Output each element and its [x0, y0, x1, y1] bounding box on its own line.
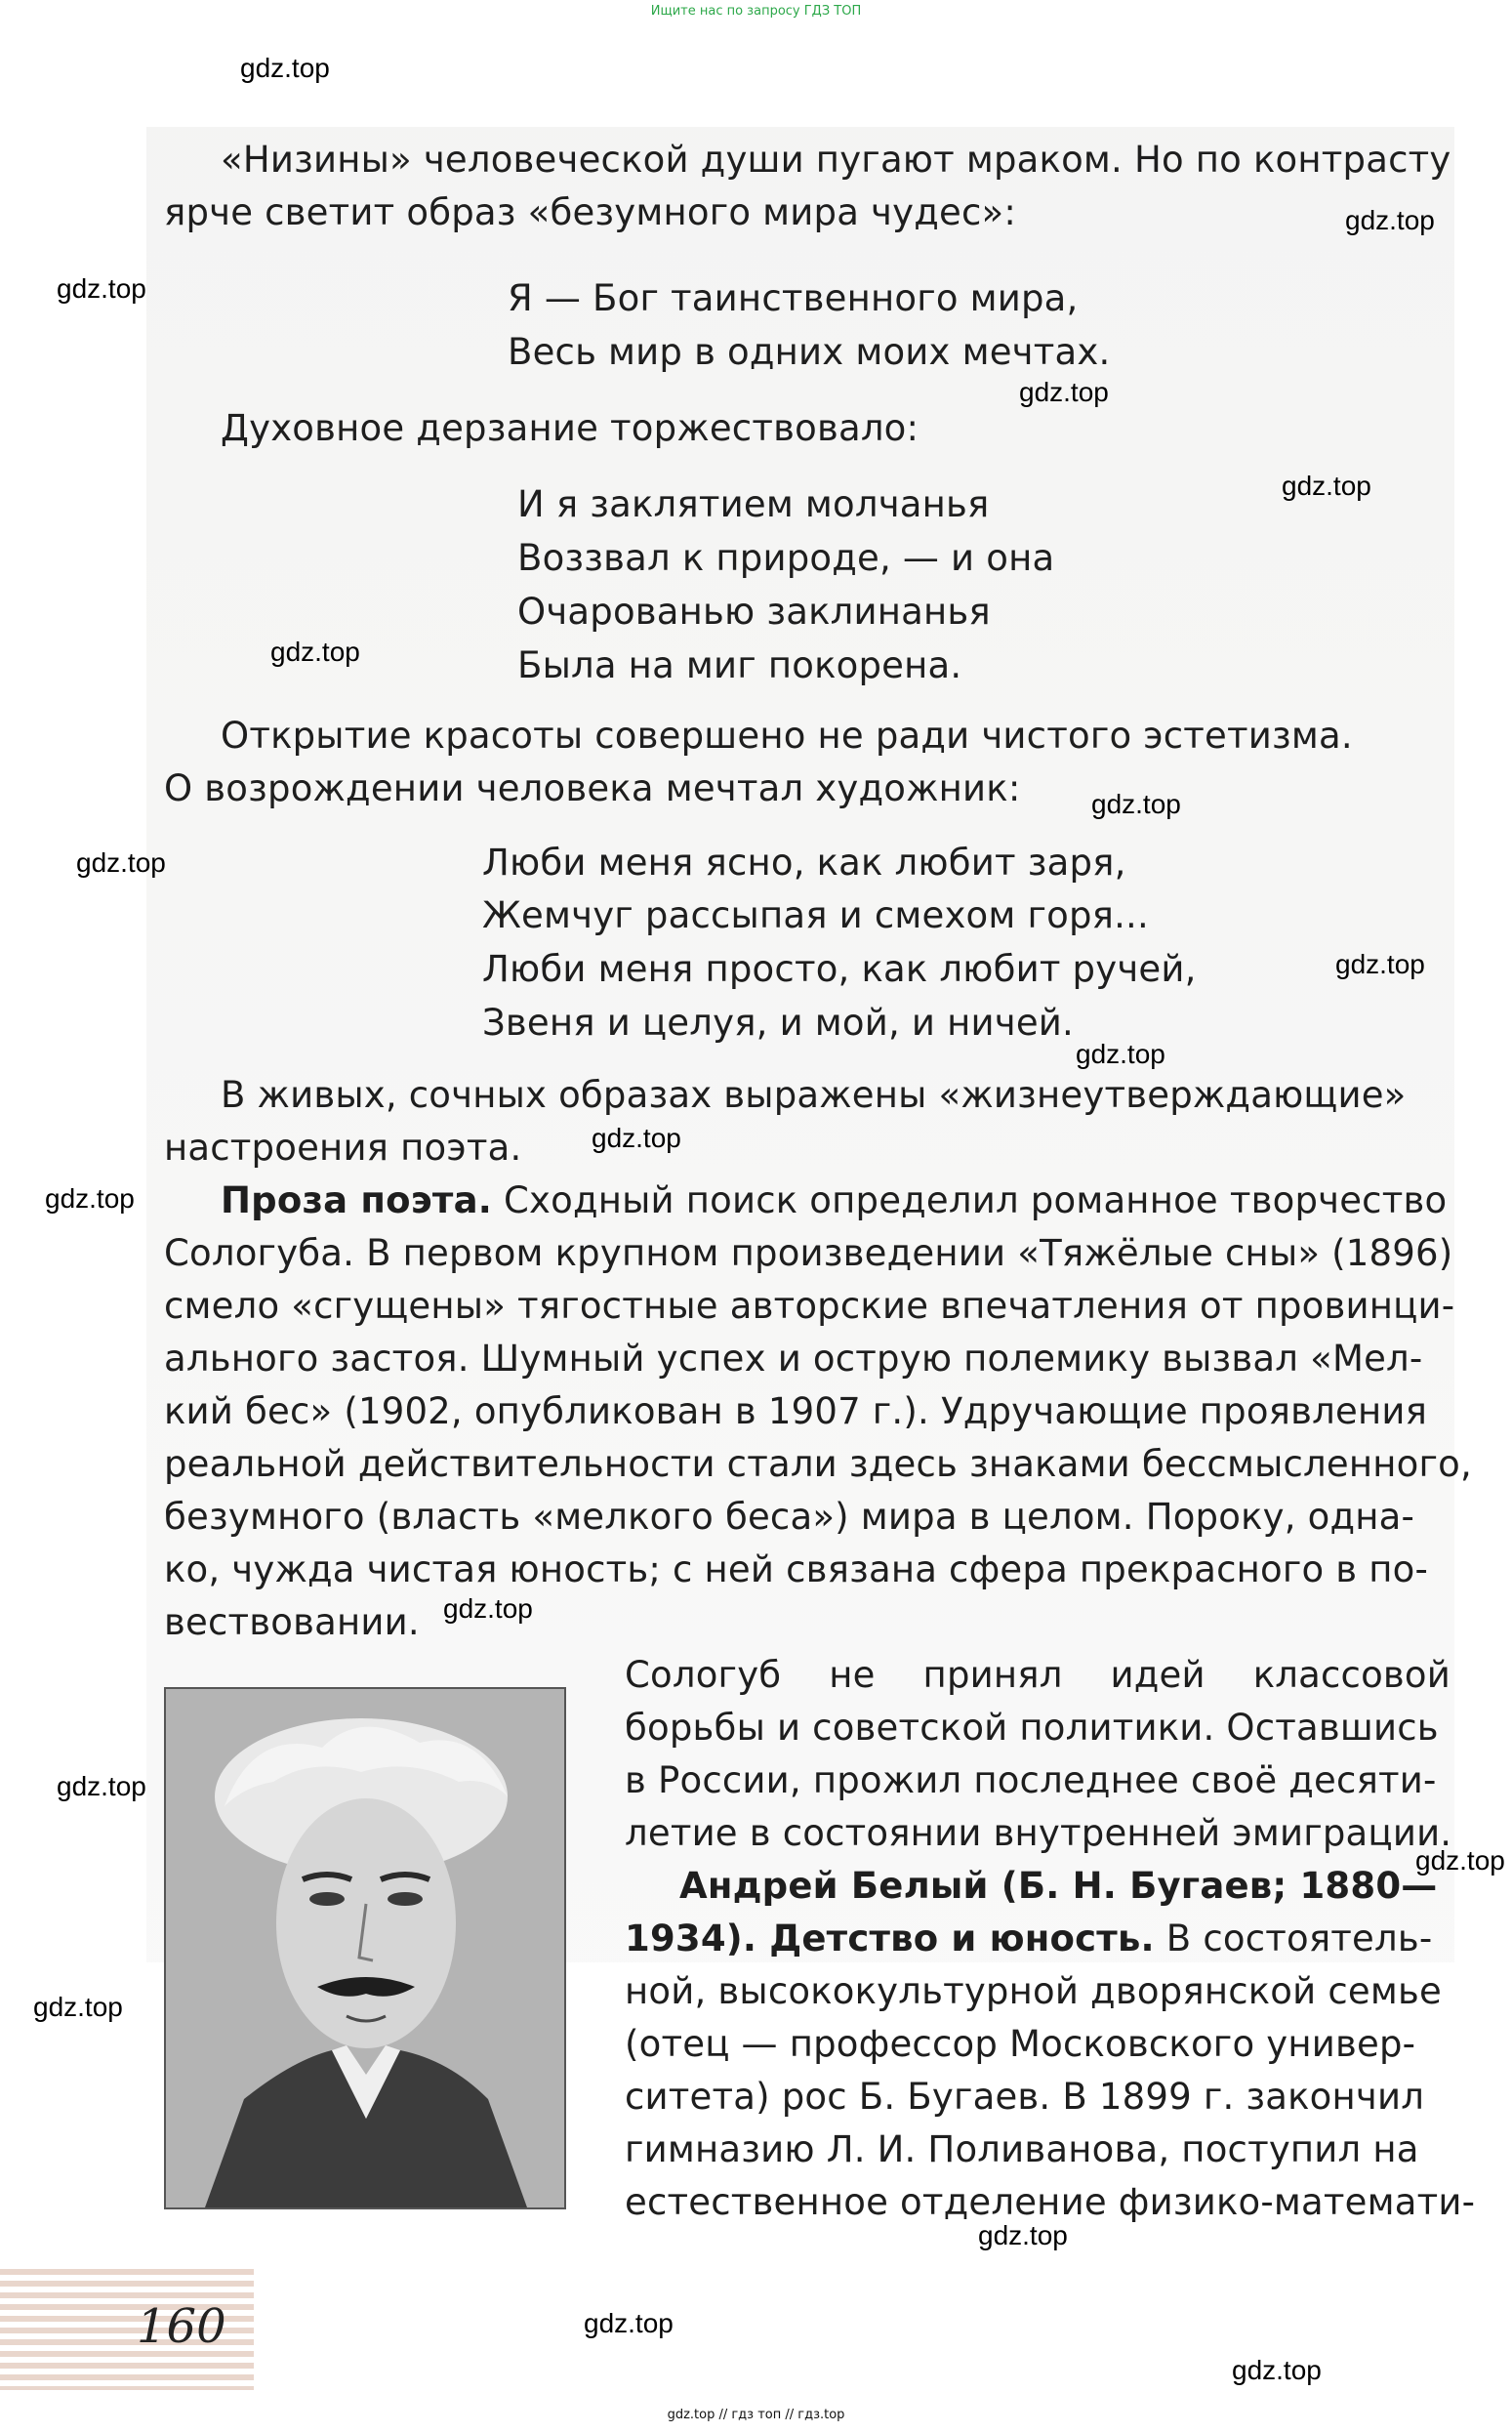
text-line: естественное отделение физико-математи- — [625, 2181, 1476, 2223]
text-line: борьбы и советской политики. Оставшись — [625, 1707, 1439, 1749]
watermark: gdz.top — [584, 2308, 674, 2338]
watermark: gdz.top — [240, 53, 330, 83]
watermark: gdz.top — [592, 1123, 681, 1153]
portrait-photo — [164, 1687, 566, 2209]
text-line: в России, прожил последнее своё десяти- — [625, 1759, 1437, 1801]
text-line — [625, 1920, 1432, 1957]
section-heading: Проза поэта. — [221, 1179, 493, 1221]
watermark: gdz.top — [57, 1771, 146, 1801]
watermark: gdz.top — [33, 1992, 123, 2022]
poem-line: Очарованью заклинанья — [517, 591, 991, 633]
watermark: gdz.top — [1282, 471, 1371, 501]
watermark: gdz.top — [57, 273, 146, 304]
watermark: gdz.top — [1345, 205, 1435, 235]
text-line: Открытие красоты совершено не ради чистого эстетизма. — [221, 715, 1353, 757]
text-line: гимназию Л. И. Поливанова, поступил на — [625, 2128, 1419, 2170]
section-heading: Андрей Белый (Б. Н. Бугаев; 1880— — [679, 1865, 1438, 1907]
footer-note: gdz.top // гдз топ // гдз.top — [667, 2408, 845, 2422]
header-note: Ищите нас по запросу ГДЗ ТОП — [650, 4, 862, 19]
text-line: В живых, сочных образах выражены «жизнеутверждающие» — [221, 1074, 1407, 1116]
watermark: gdz.top — [978, 2220, 1068, 2250]
text-line: реальной действительности стали здесь знаками бессмысленного, — [164, 1443, 1472, 1485]
poem-line: Весь мир в одних моих мечтах. — [508, 331, 1111, 373]
text-line: ярче светит образ «безумного мира чудес»: — [164, 191, 1017, 233]
text-line: «Низины» человеческой души пугают мраком. Но по контрасту — [221, 139, 1451, 181]
text-line: О возрождении человека мечтал художник: — [164, 767, 1021, 809]
watermark: gdz.top — [76, 847, 166, 878]
poem-line: И я заклятием молчанья — [517, 483, 990, 525]
text-span: В состоятель- — [1165, 1918, 1433, 1959]
text-line: безумного (власть «мелкого беса») мира в целом. Пороку, одна- — [164, 1496, 1415, 1538]
text-line: настроения поэта. — [164, 1127, 522, 1169]
text-line: (отец — профессор Московского универ- — [625, 2023, 1416, 2065]
text-line: Духовное дерзание торжествовало: — [221, 407, 919, 449]
watermark: gdz.top — [1076, 1039, 1165, 1069]
watermark: gdz.top — [1091, 789, 1181, 819]
poem-line: Воззвал к природе, — и она — [517, 537, 1055, 579]
text-line: ной, высококультурной дворянской семье — [625, 1970, 1442, 2012]
poem-line: Была на миг покорена. — [517, 644, 962, 686]
text-line: ко, чужда чистая юность; с ней связана сфера прекрасного в по- — [164, 1548, 1429, 1590]
text-line: кий бес» (1902, опубликован в 1907 г.). Удручающие проявления — [164, 1390, 1428, 1432]
poem-line: Люби меня просто, как любит ручей, — [482, 948, 1197, 990]
poem-line: Я — Бог таинственного мира, — [508, 277, 1079, 319]
watermark: gdz.top — [270, 637, 360, 667]
text-line: смело «сгущены» тягостные авторские впечатления от провинци- — [164, 1285, 1455, 1327]
watermark: gdz.top — [443, 1593, 533, 1624]
section-heading: 1934). Детство и юность. — [625, 1918, 1155, 1959]
watermark: gdz.top — [1232, 2355, 1322, 2385]
text-line — [221, 1179, 1448, 1221]
watermark: gdz.top — [1415, 1845, 1505, 1876]
text-line: Сологуб не принял идей классовой — [625, 1654, 1451, 1696]
poem-line: Жемчуг рассыпая и смехом горя... — [482, 894, 1149, 936]
page-number: 160 — [137, 2299, 226, 2354]
text-line: ального застоя. Шумный успех и острую полемику вызвал «Мел- — [164, 1338, 1423, 1380]
text-line: вествовании. — [164, 1601, 420, 1643]
poem-line: Люби меня ясно, как любит заря, — [482, 842, 1126, 884]
watermark: gdz.top — [1019, 377, 1109, 407]
watermark: gdz.top — [45, 1183, 135, 1214]
text-line: Сологуба. В первом крупном произведении «Тяжёлые сны» (1896) — [164, 1232, 1453, 1274]
text-line: ситета) рос Б. Бугаев. В 1899 г. закончил — [625, 2076, 1425, 2118]
text-span: Сходный поиск определил романное творчество — [503, 1179, 1448, 1221]
poem-line: Звеня и целуя, и мой, и ничей. — [482, 1002, 1074, 1044]
watermark: gdz.top — [1335, 949, 1425, 979]
text-line: летие в состоянии внутренней эмиграции. — [625, 1812, 1452, 1854]
